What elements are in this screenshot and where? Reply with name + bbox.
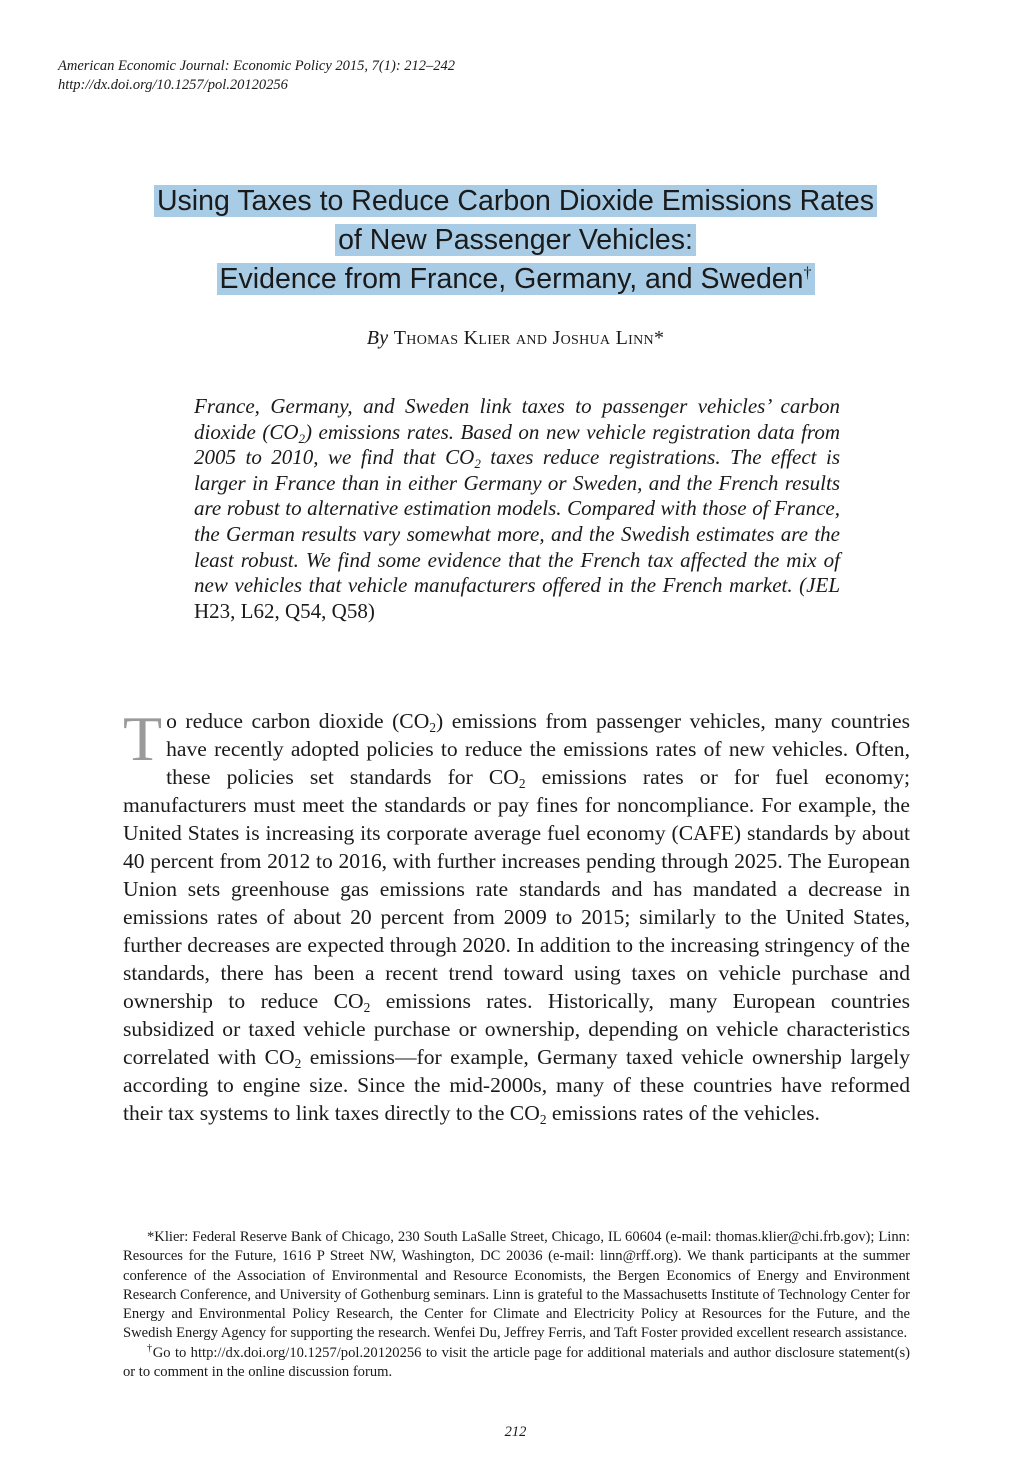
co2-subscript: 2	[294, 1056, 302, 1072]
co2-subscript: 2	[539, 1112, 547, 1128]
title-line-3	[217, 263, 815, 295]
intro-paragraph	[123, 703, 911, 1128]
page-number: 212	[504, 1424, 527, 1440]
journal-citation: American Economic Journal: Economic Policy 2015, 7(1): 212–242	[58, 58, 456, 74]
title-line-2: of New Passenger Vehicles:	[335, 224, 696, 256]
footnote-star-text: Klier: Federal Reserve Bank of Chicago, 230 South LaSalle Street, Chicago, IL 60604 (e-mail: thomas.klier@chi.frb.gov); Linn: Resources for the Future, 1616 P Street NW, Washington, DC 20036 (e-mail: linn@rff.org). We thank participants at the summer conference of the Association of Environmental and Resource Economists, the Bergen Economics of Energy and Environment Research Conference, and University of Gothenburg seminars. Linn is grateful to the Massachusetts Institute of Technology Center for Energy and Environmental Policy Research, the Center for Climate and Electricity Policy at Resources for the Future, and the Swedish Energy Agency for supporting the research. Wenfei Du, Jeffrey Ferris, and Taft Foster provided excellent research assistance.	[123, 1229, 910, 1342]
footnote-dagger: †	[147, 1342, 153, 1354]
running-header	[58, 57, 455, 95]
footnote-dagger-text: Go to http://dx.doi.org/10.1257/pol.20120256 to visit the article page for additional materials and author disclosure statement(s) or to comment in the online discussion forum.	[123, 1344, 910, 1381]
author-byline	[0, 327, 1031, 350]
footnotes	[123, 1228, 910, 1382]
title-line-3-text: Evidence from France, Germany, and Sweden	[219, 263, 804, 295]
footnote-affiliations	[123, 1228, 910, 1344]
footnote-online-materials	[123, 1344, 910, 1383]
co2-subscript: 2	[429, 720, 436, 736]
author-names: Thomas Klier and Joshua Linn	[393, 327, 654, 349]
abstract-text-1: France, Germany, and Sweden link taxes to passenger vehicles’ carbon dioxide (CO	[194, 394, 840, 444]
co2-subscript: 2	[474, 456, 481, 472]
jel-label: JEL	[806, 573, 840, 598]
body-text: emissions rates of the vehicles.	[546, 1101, 820, 1125]
doi-link[interactable]: http://dx.doi.org/10.1257/pol.20120256	[58, 77, 288, 93]
drop-cap: T	[123, 703, 163, 774]
jel-codes: H23, L62, Q54, Q58)	[194, 598, 375, 623]
body-text: o reduce carbon dioxide (CO	[166, 709, 430, 733]
body-text: emissions rates or for fuel economy; manufacturers must meet the standards or pay fines for noncompliance. For example, the United States is increasing its corporate average fuel economy (CAFE) standards by about 40 percent from 2012 to 2016, with further increases pending through 2025. The European Union sets greenhouse gas emissions rate standards and has mandated a decrease in emissions rates of about 20 percent from 2009 to 2015; similarly to the United States, further decreases are expected through 2020. In addition to the increasing stringency of the standards, there has been a recent trend toward using taxes on vehicle purchase and ownership to reduce CO	[123, 765, 910, 1013]
author-footnote-mark[interactable]: *	[653, 327, 665, 349]
body-text: emissions—for example, Germany taxed vehicle ownership largely according to engine size. Since the mid-2000s, many of these countries have reformed their tax systems to link taxes directly to the CO	[123, 1045, 910, 1125]
abstract-text-3: taxes reduce registrations. The effect is larger in France than in either Germany or Sweden, and the French results are robust to alternative estimation models. Compared with those of France, the German results vary somewhat more, and the Swedish estimates are the least robust. We find some evidence that the French tax affected the mix of new vehicles that vehicle manufacturers offered in the French market. (	[194, 445, 840, 598]
title-line-1: Using Taxes to Reduce Carbon Dioxide Emissions Rates	[154, 185, 877, 217]
abstract	[194, 394, 840, 624]
body-text: ) emissions from passenger vehicles, many countries have recently adopted policies to reduce the emissions rates of new vehicles. Often, these policies set standards for CO	[166, 709, 911, 789]
byline-by: By	[366, 327, 389, 349]
co2-subscript: 2	[363, 1000, 371, 1016]
article-title	[0, 182, 1031, 299]
title-dagger[interactable]: †	[803, 264, 812, 282]
co2-subscript: 2	[518, 776, 526, 792]
abstract-text-2: ) emissions rates. Based on new vehicle registration data from 2005 to 2010, we find that CO	[194, 419, 840, 470]
co2-subscript: 2	[298, 430, 306, 446]
footnote-star: *	[147, 1229, 155, 1245]
body-text: emissions rates. Historically, many European countries subsidized or taxed vehicle purchase or ownership, depending on vehicle characteristics correlated with CO	[123, 989, 910, 1069]
